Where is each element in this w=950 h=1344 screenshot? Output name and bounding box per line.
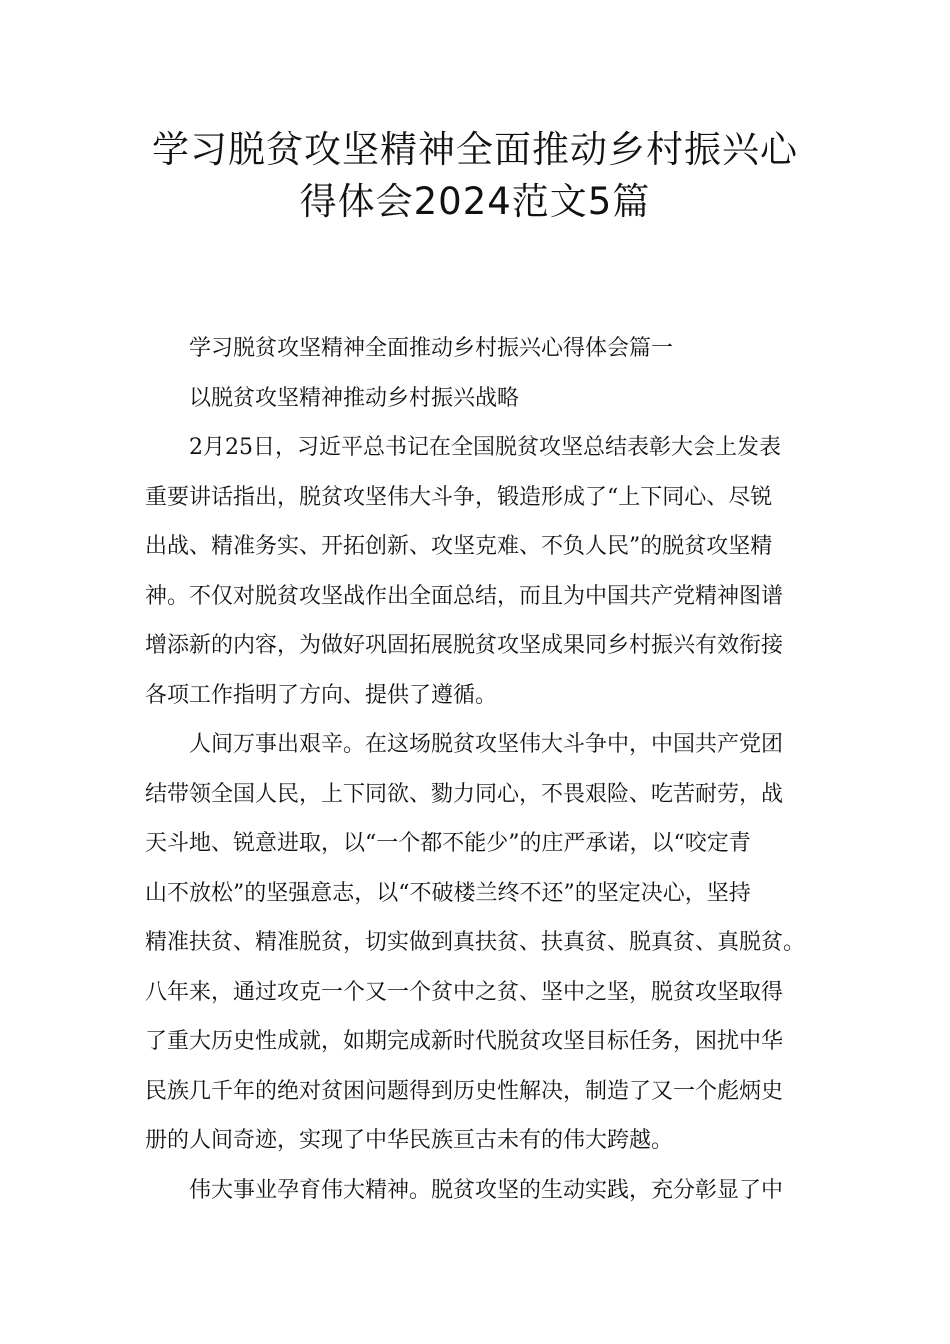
paragraph-line: 增添新的内容，为做好巩固拓展脱贫攻坚成果同乡村振兴有效衔接 xyxy=(145,633,784,658)
paragraph-line: 精准扶贫、精准脱贫，切实做到真扶贫、扶真贫、脱真贫、真脱贫。 xyxy=(145,930,806,955)
paragraph-line: 重要讲话指出，脱贫攻坚伟大斗争，锻造形成了“上下同心、尽锐 xyxy=(145,484,773,510)
paragraph-line: 出战、精准务实、开拓创新、攻坚克难、不负人民”的脱贫攻坚精 xyxy=(145,534,773,559)
document-body xyxy=(145,334,825,1225)
paragraph-line: 结带领全国人民，上下同欲、勠力同心，不畏艰险、吃苦耐劳，战 xyxy=(145,781,784,807)
title-line-1: 学习脱贫攻坚精神全面推动乡村振兴心 xyxy=(152,128,798,171)
paragraph-line: 山不放松”的坚强意志，以“不破楼兰终不还”的坚定决心，坚持 xyxy=(145,880,751,906)
paragraph-2 xyxy=(145,730,825,1176)
paragraph-line: 2月25日，习近平总书记在全国脱贫攻坚总结表彰大会上发表 xyxy=(189,435,781,460)
paragraph-line: 册的人间奇迹，实现了中华民族亘古未有的伟大跨越。 xyxy=(145,1128,674,1153)
paragraph-3 xyxy=(145,1176,825,1226)
paragraph-line: 神。不仅对脱贫攻坚战作出全面总结，而且为中国共产党精神图谱 xyxy=(145,583,784,609)
section-heading: 学习脱贫攻坚精神全面推动乡村振兴心得体会篇一 xyxy=(189,336,674,361)
paragraph-line: 伟大事业孕育伟大精神。脱贫攻坚的生动实践，充分彰显了中 xyxy=(189,1177,784,1203)
paragraph-line: 了重大历史性成就，如期完成新时代脱贫攻坚目标任务，困扰中华 xyxy=(145,1029,784,1054)
title-line-2: 得体会2024范文5篇 xyxy=(299,180,651,223)
document-title xyxy=(110,124,840,228)
paragraph-1 xyxy=(145,433,825,730)
paragraph-line: 天斗地、锐意进取，以“一个都不能少”的庄严承诺，以“咬定青 xyxy=(145,831,751,856)
paragraph-line: 八年来，通过攻克一个又一个贫中之贫、坚中之坚，脱贫攻坚取得 xyxy=(145,979,784,1005)
paragraph-line: 人间万事出艰辛。在这场脱贫攻坚伟大斗争中，中国共产党团 xyxy=(189,732,784,757)
paragraph-line: 民族几千年的绝对贫困问题得到历史性解决，制造了又一个彪炳史 xyxy=(145,1078,784,1104)
section-subheading: 以脱贫攻坚精神推动乡村振兴战略 xyxy=(189,385,520,411)
paragraph-line: 各项工作指明了方向、提供了遵循。 xyxy=(145,682,498,708)
